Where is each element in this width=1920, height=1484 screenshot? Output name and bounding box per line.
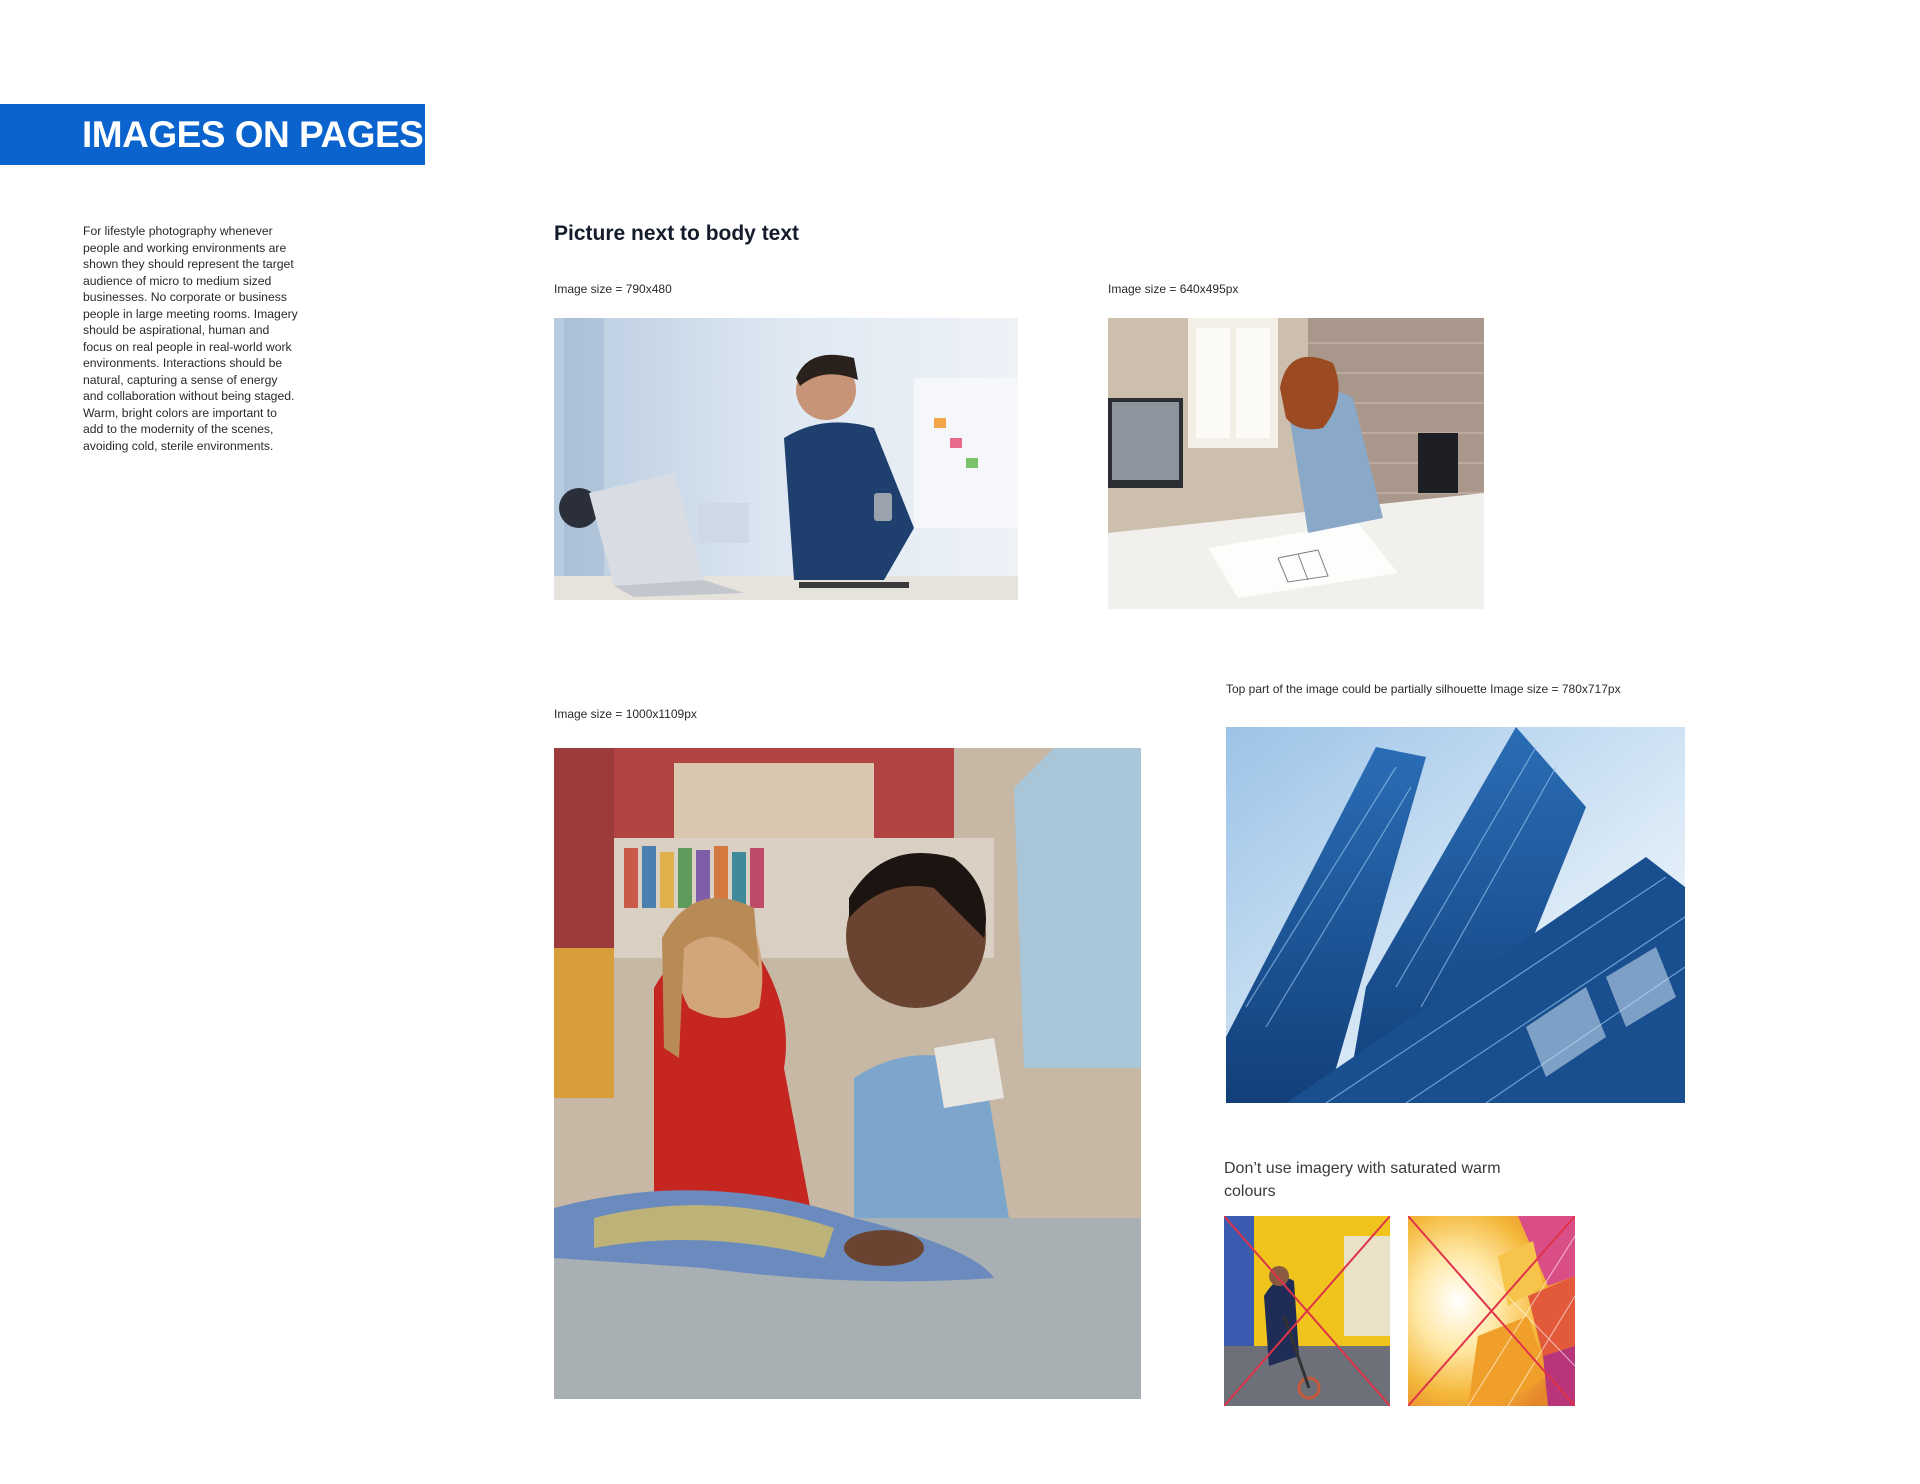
photo-girls-reading: [554, 748, 1141, 1399]
dont-use-heading: Don’t use imagery with saturated warm colours: [1224, 1160, 1501, 1200]
photo-man-laptop: [554, 318, 1018, 600]
section-title: Picture next to body text: [554, 222, 800, 245]
page-title-banner: [0, 104, 425, 165]
image-caption-1: Image size = 790x480: [554, 282, 672, 296]
page-title: IMAGES ON PAGES: [82, 113, 424, 155]
image-caption-3: Image size = 1000x1109px: [554, 707, 697, 721]
photo-woman-drafting: [1108, 318, 1484, 609]
photo-yellow-scooter: [1224, 1216, 1390, 1406]
image-caption-2: Image size = 640x495px: [1108, 282, 1239, 296]
image-caption-4: Top part of the image could be partially silhouette Image size = 780x717px: [1226, 682, 1621, 696]
photo-glass-towers: [1226, 727, 1685, 1103]
intro-paragraph: For lifestyle photography whenever people and working environments are shown they should represent the target audience of micro to medium sized businesses. No corporate or business people in large meeting rooms. Imagery should be aspirational, human and focus on real people in real-world work environments. Interactions should be natural, capturing a sense of energy and collaboration without being staged. Warm, bright colors are important to add to the modernity of the scenes, avoiding cold, sterile environments.: [83, 224, 298, 453]
photo-colourful-glass: [1408, 1216, 1575, 1406]
